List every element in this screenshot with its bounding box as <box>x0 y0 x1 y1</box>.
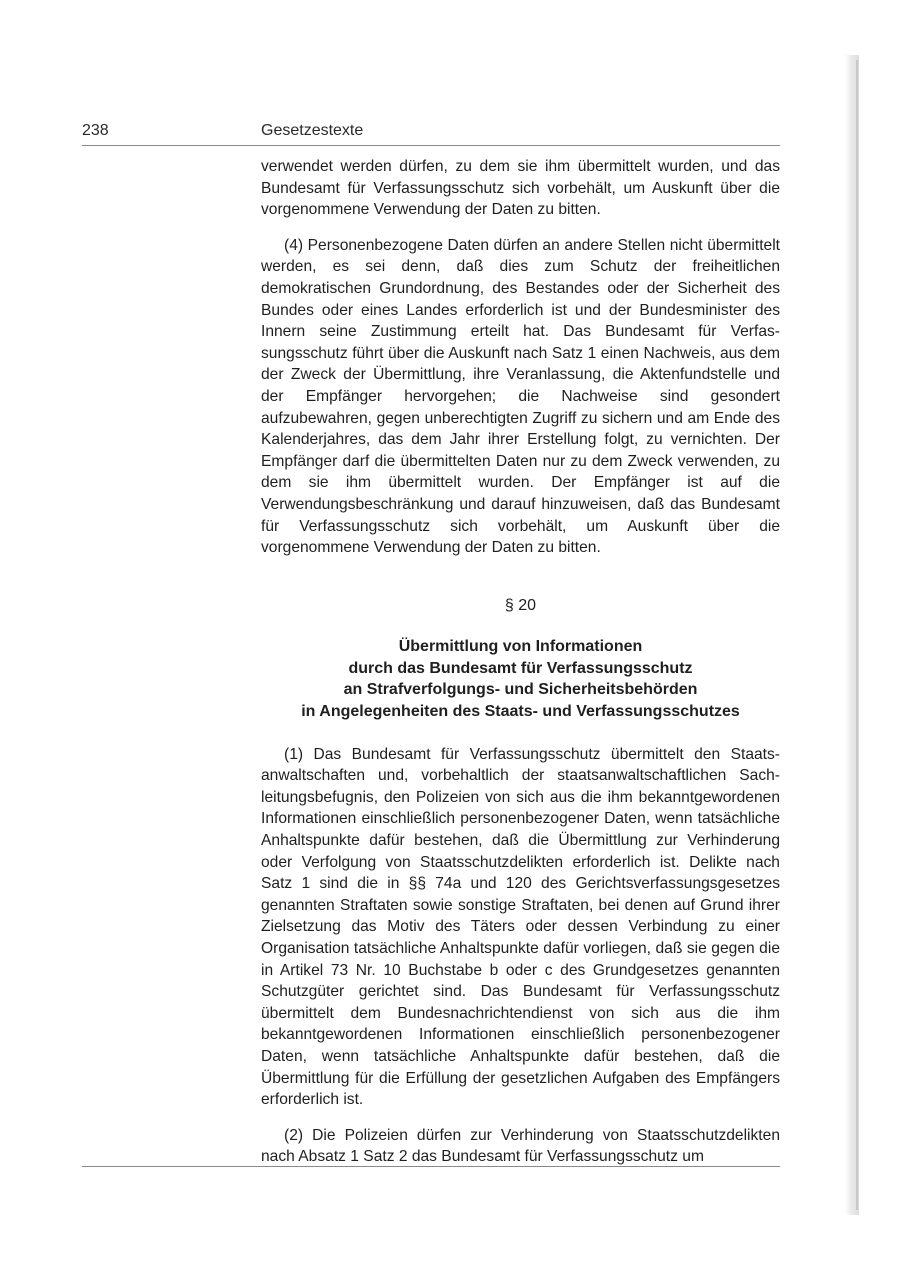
paragraph-4: (4) Personenbezogene Daten dürfen an andere Stellen nicht übermittelt werden, es sei denn, daß dies zum Schutz der freiheitlichen demokratischen Grundordnung, des Bestandes oder der Sicherheit des Bundes oder eines Landes erforderlich ist und der Bundesminister des Innern seine Zustimmung erteilt hat. Das Bundesamt für Verfassungsschutz führt über die Auskunft nach Satz 1 einen Nachweis, aus dem der Zweck der Übermittlung, ihre Veranlassung, die Aktenfundstelle und der Empfänger hervorgehen; die Nachweise sind gesondert aufzubewahren, gegen unberechtigten Zugriff zu sichern und am Ende des Kalenderjahres, das dem Jahr ihrer Erstellung folgt, zu vernichten. Der Empfänger darf die übermittelten Daten nur zu dem Zweck verwenden, zu dem sie ihm übermittelt wurden. Der Empfänger ist auf die Verwendungsbeschränkung und darauf hinzuweisen, daß das Bundesamt für Verfassungsschutz sich vorbehält, um Auskunft über die vorgenommene Verwendung der Daten zu bitten. <box>261 236 780 557</box>
page-header <box>82 121 782 141</box>
running-title: Gesetzestexte <box>261 122 364 139</box>
footer-rule <box>82 1166 780 1167</box>
section-title-line: Übermittlung von Informationen <box>398 638 643 656</box>
section-title-line: in Angelegenheiten des Staats- und Verfassungsschutzes <box>301 703 740 721</box>
text-column <box>261 156 780 1168</box>
section-title <box>261 636 780 722</box>
page-number: 238 <box>82 122 109 139</box>
section-title-line: an Strafverfolgungs- und Sicherheitsbehörden <box>343 681 698 699</box>
page-edge <box>856 60 858 1210</box>
section-title-line: durch das Bundesamt für Verfassungsschutz <box>348 659 693 677</box>
continuation-paragraph: verwendet werden dürfen, zu dem sie ihm übermittelt wurden, und das Bundesamt für Verfassungsschutz sich vorbehält, um Auskunft über die vorgenommene Verwendung der Daten zu bitten. <box>261 158 780 219</box>
section-20-paragraph-1: (1) Das Bundesamt für Verfassungsschutz übermittelt den Staatsanwaltschaften und, vorbehaltlich der staatsanwaltschaftlichen Sachleitungsbefugnis, den Polizeien von sich aus die ihm bekanntgewordenen Informationen einschließlich personenbezogener Daten, wenn tatsächliche Anhaltspunkte dafür bestehen, daß die Übermittlung zur Verhinderung oder Verfolgung von Staatsschutzdelikten erforderlich ist. Delikte nach Satz 1 sind die in §§ 74a und 120 des Gerichtsverfassungsgesetzes genannten Straftaten sowie sonstige Straftaten, bei denen auf Grund ihrer Zielsetzung das Motiv des Täters oder dessen Verbindung zu einer Organisation tatsächliche Anhaltspunkte dafür vorliegen, daß sie gegen die in Artikel 73 Nr. 10 Buchstabe b oder c des Grundgesetzes genannten Schutzgüter gerichtet sind. Das Bundesamt für Verfassungsschutz übermittelt dem Bundesnachrichtendienst von sich aus die ihm bekanntgewordenen Informationen einschließlich personenbezogener Daten, wenn tatsächliche Anhaltspunkte dafür bestehen, daß die Übermittlung für die Erfüllung der gesetzlichen Aufgaben des Empfängers erforderlich ist. <box>261 745 780 1109</box>
header-rule <box>82 145 780 146</box>
section-20-paragraph-2: (2) Die Polizeien dürfen zur Verhinderung von Staatsschutzdelikten nach Absatz 1 Satz 2 das Bundesamt für Verfassungsschutz um <box>261 1126 780 1166</box>
section-number: § 20 <box>504 596 537 614</box>
